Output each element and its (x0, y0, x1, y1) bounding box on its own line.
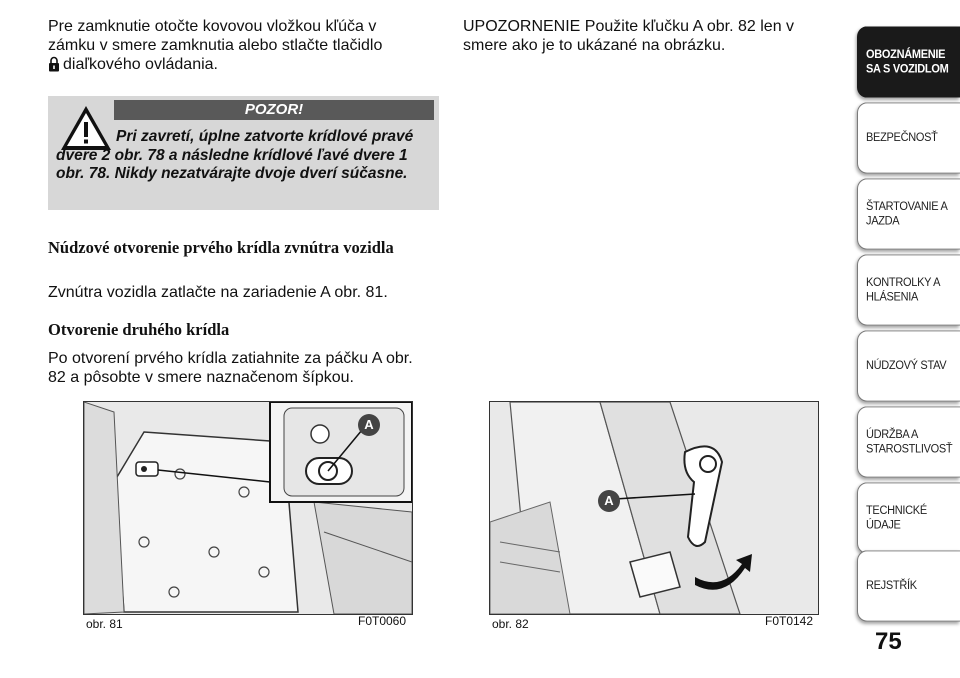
warning-box (48, 96, 439, 210)
chapter-tabs (857, 0, 960, 678)
section-heading: Otvorenie druhého krídla (48, 320, 230, 339)
warning-text: Pri zavretí, úplne zatvorte krídlové pravé dvere 2 obr. 78 a následne krídlové ľavé dvere 1 obr. 78. Nikdy nezatvárajte dvoje dverí súčasne. (56, 128, 414, 182)
figure-81-illustration (83, 401, 413, 615)
intro-line: zámku v smere zamknutia alebo stlačte tlačidlo (48, 37, 383, 54)
figure-code: F0T0142 (765, 614, 814, 628)
callout-a: A (358, 414, 380, 436)
figure-label: obr. 81 (86, 617, 123, 631)
tab-technicke-udaje[interactable]: TECHNICKÉ ÚDAJE (857, 482, 960, 553)
intro-paragraph (48, 17, 448, 77)
tab-rejstrik[interactable]: REJSTŘÍK (857, 550, 960, 621)
intro-line: Pre zamknutie otočte kovovou vložkou kľúča v (48, 18, 377, 35)
tab-udrzba[interactable]: ÚDRŽBA A STAROSTLIVOSŤ (857, 406, 960, 477)
section-text: Zvnútra vozidla zatlačte na zariadenie A obr. 81. (48, 284, 388, 301)
intro-line-text: diaľkového ovládania. (63, 56, 218, 73)
figure-label: obr. 82 (492, 617, 529, 631)
caution-note: UPOZORNENIE Použite kľučku A obr. 82 len v smere ako je to ukázané na obrázku. (463, 18, 795, 54)
tab-bezpecnost[interactable]: BEZPEČNOSŤ (857, 102, 960, 173)
tab-startovanie[interactable]: ŠTARTOVANIE A JAZDA (857, 178, 960, 249)
tab-oboznamenie[interactable]: OBOZNÁMENIE SA S VOZIDLOM (857, 26, 960, 97)
intro-line (48, 55, 448, 77)
tab-nudzovy-stav[interactable]: NÚDZOVÝ STAV (857, 330, 960, 401)
figure-code: F0T0060 (358, 614, 407, 628)
section-heading: Núdzové otvorenie prvého krídla zvnútra vozidla (48, 238, 394, 257)
section-text: Po otvorení prvého krídla zatiahnite za páčku A obr. 82 a pôsobte v smere naznačenom šípkou. (48, 350, 413, 386)
callout-a: A (598, 490, 620, 512)
warning-title: POZOR! (114, 100, 434, 120)
figure-82-illustration (489, 401, 819, 615)
lock-icon (48, 56, 60, 77)
page-number: 75 (875, 628, 902, 655)
tab-kontrolky[interactable]: KONTROLKY A HLÁSENIA (857, 254, 960, 325)
